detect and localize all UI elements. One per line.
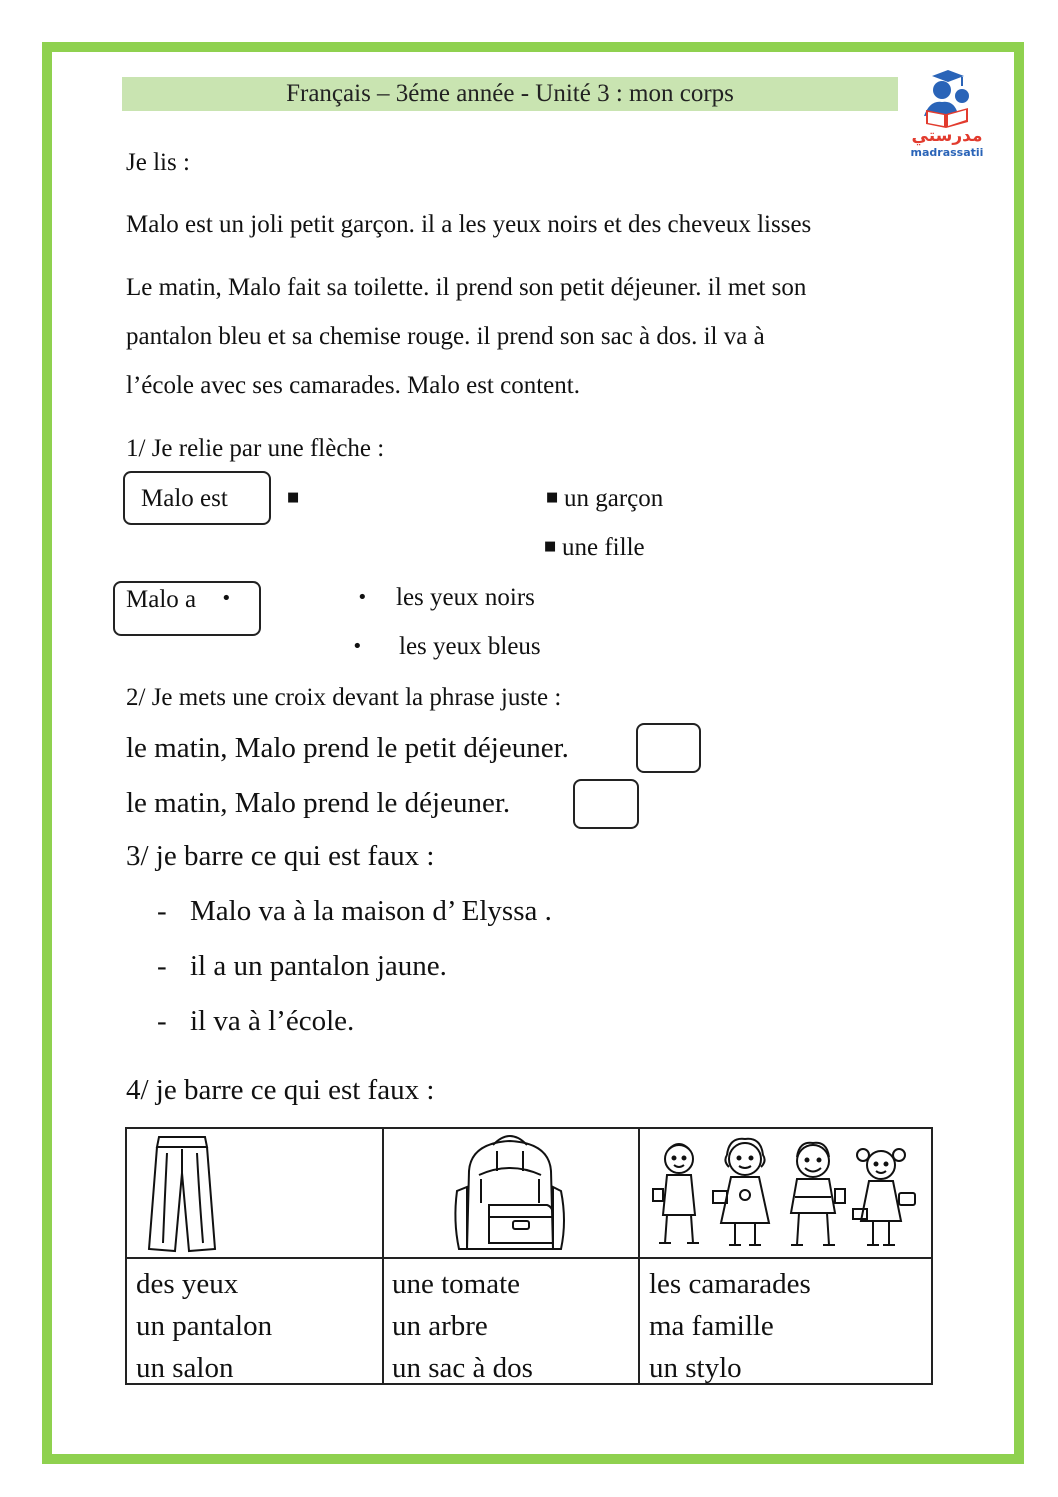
- reading-line-2: Le matin, Malo fait sa toilette. il prend son petit déjeuner. il met son: [126, 274, 807, 301]
- q3-item-3[interactable]: il va à l’école.: [190, 1005, 355, 1037]
- q2-sentence-1: le matin, Malo prend le petit déjeuner.: [126, 732, 569, 764]
- q4-title: 4/ je barre ce qui est faux :: [126, 1074, 435, 1106]
- q1-title: 1/ Je relie par une flèche :: [126, 435, 385, 462]
- q4-divider-1: [382, 1129, 384, 1383]
- reading-line-1: Malo est un joli petit garçon. il a les yeux noirs et des cheveux lisses: [126, 211, 812, 238]
- q4-word-3-2[interactable]: ma famille: [649, 1310, 774, 1342]
- q4-divider-h: [127, 1257, 931, 1259]
- q4-table: [125, 1127, 933, 1385]
- q3-title: 3/ je barre ce qui est faux :: [126, 840, 435, 872]
- q2-checkbox-2[interactable]: [573, 779, 639, 829]
- q1-dot-left-1[interactable]: ■: [287, 490, 300, 505]
- pants-picture: [137, 1133, 227, 1253]
- q3-item-2[interactable]: il a un pantalon jaune.: [190, 950, 447, 982]
- q4-word-2-1[interactable]: une tomate: [392, 1268, 521, 1300]
- q4-divider-2: [638, 1129, 640, 1383]
- logo-arabic-text: مدرستي: [911, 126, 983, 146]
- q1-dot-right-1[interactable]: ■: [546, 490, 559, 505]
- q4-column-3: [649, 1263, 811, 1389]
- q2-checkbox-1[interactable]: [636, 723, 701, 773]
- q4-word-1-1[interactable]: des yeux: [136, 1268, 239, 1300]
- logo-graduate-icon: [900, 70, 994, 130]
- q3-dash-1: -: [157, 895, 167, 927]
- children-picture: [649, 1131, 925, 1257]
- q4-word-1-2[interactable]: un pantalon: [136, 1310, 273, 1342]
- logo-latin-text: madrassatii: [910, 146, 984, 159]
- q4-word-3-3[interactable]: un stylo: [649, 1352, 742, 1384]
- q3-dash-3: -: [157, 1005, 167, 1037]
- q3-dash-2: -: [157, 950, 167, 982]
- q1-right-1: un garçon: [564, 485, 664, 512]
- q1-left-box-1: [123, 471, 271, 525]
- q4-word-1-3[interactable]: un salon: [136, 1352, 234, 1384]
- reading-heading: Je lis :: [126, 149, 190, 176]
- q2-sentence-2: le matin, Malo prend le déjeuner.: [126, 787, 511, 819]
- q1-right-4: les yeux bleus: [399, 633, 541, 660]
- q4-column-1: [136, 1263, 272, 1389]
- reading-line-4: l’école avec ses camarades. Malo est content.: [126, 372, 580, 399]
- page-title: Français – 3éme année - Unité 3 : mon corps: [122, 77, 898, 111]
- q1-left-box-2: [113, 581, 261, 636]
- q1-dot-right-3[interactable]: •: [357, 587, 368, 608]
- q4-word-2-2[interactable]: un arbre: [392, 1310, 488, 1342]
- q3-item-1[interactable]: Malo va à la maison d’ Elyssa .: [190, 895, 552, 927]
- q4-word-2-3[interactable]: un sac à dos: [392, 1352, 533, 1384]
- q4-column-2: [392, 1263, 533, 1389]
- q4-word-3-1[interactable]: les camarades: [649, 1268, 811, 1300]
- q1-dot-right-4[interactable]: •: [352, 636, 363, 657]
- madrassatii-logo: [900, 70, 994, 162]
- q1-dot-right-2[interactable]: ■: [544, 539, 557, 554]
- q1-left-1: Malo est: [141, 485, 228, 512]
- reading-line-3: pantalon bleu et sa chemise rouge. il prend son sac à dos. il va à: [126, 323, 765, 350]
- q1-right-2: une fille: [562, 534, 645, 561]
- q1-right-3: les yeux noirs: [396, 584, 535, 611]
- q1-left-2: Malo a: [126, 586, 197, 613]
- q1-dot-left-2[interactable]: •: [221, 588, 232, 609]
- backpack-picture: [449, 1131, 571, 1257]
- q2-title: 2/ Je mets une croix devant la phrase juste :: [126, 684, 562, 711]
